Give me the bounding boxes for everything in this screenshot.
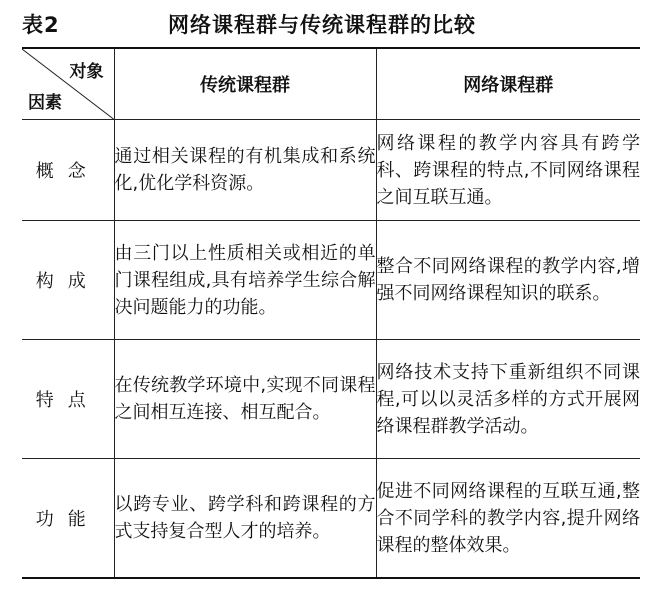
traditional-cell: 由三门以上性质相关或相近的单门课程组成,具有培养学生综合解决问题能力的功能。 (114, 221, 376, 340)
table-row (22, 340, 640, 459)
comparison-table (22, 47, 640, 579)
table-caption (0, 0, 652, 44)
row-factor-cell: 功能 (22, 459, 114, 579)
header-row (22, 48, 640, 120)
network-cell: 网络课程的教学内容具有跨学科、跨课程的特点,不同网络课程之间互联互通。 (376, 120, 640, 221)
column-header-traditional: 传统课程群 (114, 48, 376, 120)
network-cell: 整合不同网络课程的教学内容,增强不同网络课程知识的联系。 (376, 221, 640, 340)
corner-label-object: 对象 (69, 62, 104, 82)
traditional-cell: 在传统教学环境中,实现不同课程之间相互连接、相互配合。 (114, 340, 376, 459)
table-row (22, 459, 640, 579)
table-label: 表2 (22, 13, 60, 37)
column-header-network: 网络课程群 (376, 48, 640, 120)
traditional-cell: 以跨专业、跨学科和跨课程的方式支持复合型人才的培养。 (114, 459, 376, 579)
row-factor-cell: 特点 (22, 340, 114, 459)
network-cell: 网络技术支持下重新组织不同课程,可以以灵活多样的方式开展网络课程群教学活动。 (376, 340, 640, 459)
row-factor-cell: 概念 (22, 120, 114, 221)
network-cell: 促进不同网络课程的互联互通,整合不同学科的教学内容,提升网络课程的整体效果。 (376, 459, 640, 579)
corner-label-factor: 因素 (28, 93, 62, 113)
table-title: 网络课程群与传统课程群的比较 (168, 13, 476, 37)
row-factor-cell: 构成 (22, 221, 114, 340)
table-row (22, 221, 640, 340)
table-row (22, 120, 640, 221)
corner-header-cell (22, 48, 114, 120)
traditional-cell: 通过相关课程的有机集成和系统化,优化学科资源。 (114, 120, 376, 221)
